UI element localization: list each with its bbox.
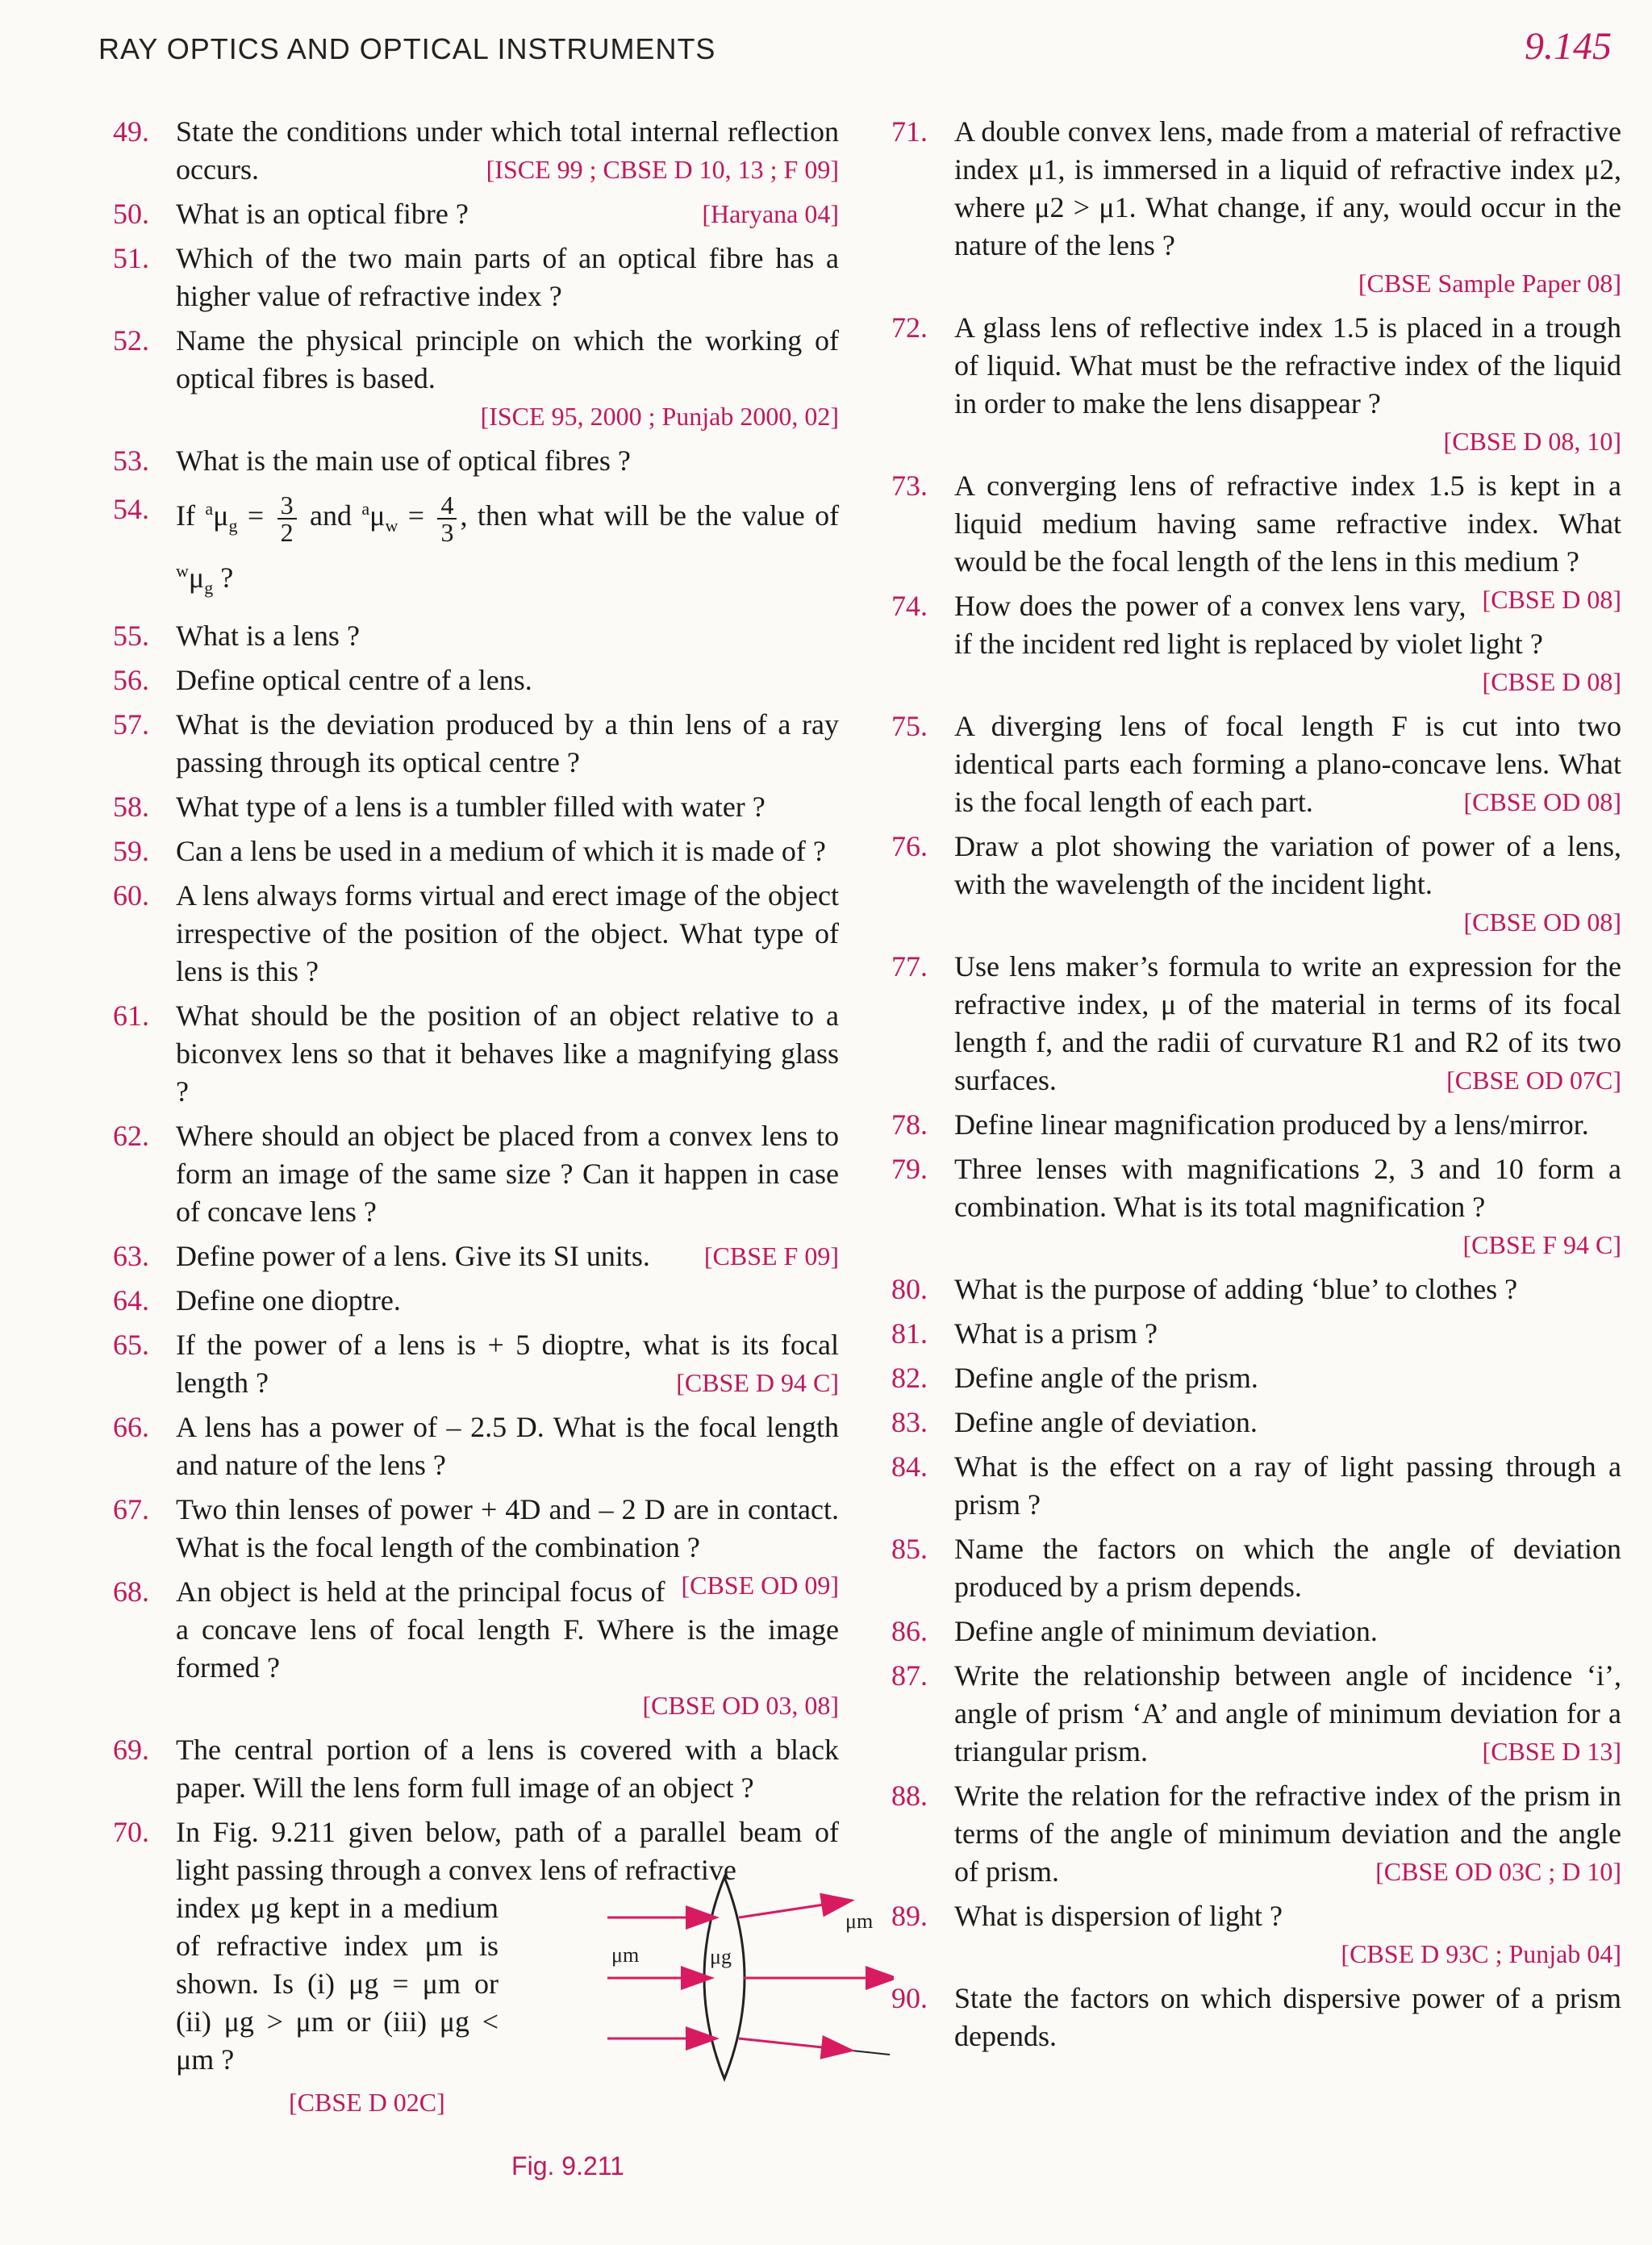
question-66: [113, 1408, 839, 1484]
question-55: [113, 617, 839, 655]
question-source: [Haryana 04]: [702, 199, 839, 228]
question-number: 71.: [891, 115, 928, 148]
question-number: 80.: [891, 1273, 928, 1305]
question-number: 79.: [891, 1153, 928, 1185]
question-number: 69.: [113, 1734, 149, 1767]
question-text: Write the relation for the refractive index of the prism in terms of the angle of minimum deviation and the angle of prism.: [954, 1780, 1621, 1888]
question-number: 66.: [113, 1411, 149, 1444]
refracted-ray-bottom-arrow: [739, 2038, 845, 2050]
question-source: [CBSE OD 07C]: [1446, 1066, 1621, 1095]
fraction-numerator: 4: [437, 492, 457, 520]
question-82: [891, 1359, 1621, 1397]
question-text: The central portion of a lens is covered with a black paper. Will the lens form full image of an object ?: [176, 1734, 839, 1805]
question-number: 72.: [891, 311, 928, 344]
question-51: [113, 240, 839, 315]
question-text: Write the relationship between angle of incidence ‘i’, angle of prism ‘A’ and angle of minimum deviation for a triangular prism.: [954, 1659, 1621, 1767]
medium-label-right: μm: [845, 1909, 874, 1934]
question-number: 83.: [891, 1406, 928, 1438]
question-81: [891, 1315, 1621, 1353]
formula-subscript: w: [385, 515, 398, 536]
formula-symbol: μ: [188, 561, 205, 595]
lens-diagram: [603, 1873, 894, 2091]
question-69: [113, 1731, 839, 1807]
question-72: [891, 309, 1621, 461]
question-number: 90.: [891, 1982, 928, 2014]
question-text: , then what will be the value of: [460, 499, 840, 532]
question-text: What is the effect on a ray of light passing through a prism ?: [954, 1450, 1621, 1521]
formula-subscript: g: [228, 515, 238, 536]
question-86: [891, 1613, 1621, 1650]
question-90: [891, 1980, 1621, 2055]
question-source: [CBSE OD 03C ; D 10]: [1375, 1857, 1621, 1886]
question-source: [CBSE OD 09]: [681, 1571, 839, 1600]
question-source: [CBSE D 08, 10]: [1443, 427, 1621, 456]
formula-equals: =: [247, 499, 265, 532]
question-source: [CBSE F 09]: [703, 1241, 839, 1271]
question-text: Name the physical principle on which the working of optical fibres is based.: [176, 324, 839, 394]
question-number: 70.: [113, 1816, 149, 1849]
question-text: and: [310, 499, 352, 532]
question-number: 77.: [891, 950, 928, 983]
question-text: State the conditions under which total internal reflection occurs.: [176, 115, 839, 186]
question-source: [CBSE OD 08]: [1463, 908, 1621, 937]
question-source: [CBSE D 08]: [1482, 667, 1621, 696]
question-text: If: [176, 499, 195, 532]
question-number: 74.: [891, 590, 928, 622]
question-text: Define power of a lens. Give its SI units.: [176, 1240, 650, 1273]
formula-superscript: w: [176, 561, 189, 582]
question-source: [ISCE 99 ; CBSE D 10, 13 ; F 09]: [486, 155, 839, 184]
question-76: [891, 828, 1621, 941]
question-number: 61.: [113, 999, 149, 1033]
question-text: A diverging lens of focal length F is cut into two identical parts each forming a plano-concave lens. What is the focal length of each part.: [954, 710, 1621, 818]
fraction-denominator: 3: [440, 517, 454, 547]
question-source: [CBSE D 94 C]: [676, 1368, 839, 1398]
question-78: [891, 1106, 1621, 1144]
question-number: 65.: [113, 1329, 149, 1362]
question-number: 73.: [891, 469, 928, 502]
question-number: 63.: [113, 1240, 149, 1273]
question-number: 62.: [113, 1120, 149, 1153]
question-source: [CBSE Sample Paper 08]: [1358, 269, 1621, 298]
question-text: Name the factors on which the angle of deviation produced by a prism depends.: [954, 1533, 1621, 1603]
refracted-ray-top: [739, 1901, 845, 1917]
question-text: Define linear magnification produced by a lens/mirror.: [954, 1108, 1589, 1141]
right-column: [891, 113, 1621, 2062]
question-text: Define angle of minimum deviation.: [954, 1615, 1378, 1647]
question-80: [891, 1271, 1621, 1308]
fraction-3-2: [277, 492, 297, 545]
question-text-continued: index μg kept in a medium of refractive index μm is shown. Is (i) μg = μm or (ii) μg > μm or (iii) μg < μm ?: [176, 1892, 499, 2076]
question-source: [CBSE F 94 C]: [1462, 1230, 1621, 1259]
figure-block: [176, 1889, 874, 2131]
question-number: 78.: [891, 1108, 928, 1141]
question-number: 50.: [113, 198, 149, 230]
question-63: [113, 1237, 839, 1275]
question-number: 56.: [113, 664, 149, 697]
question-text: Use lens maker’s formula to write an expression for the refractive index, μ of the material in terms of its focal length f, and the radii of curvature R1 and R2 of its two surfaces.: [954, 950, 1621, 1096]
question-text: Define angle of deviation.: [954, 1406, 1258, 1438]
question-74: [891, 587, 1621, 701]
question-text: Can a lens be used in a medium of which it is made of ?: [176, 835, 826, 868]
question-text: A lens has a power of – 2.5 D. What is the focal length and nature of the lens ?: [176, 1411, 839, 1482]
question-text: Three lenses with magnifications 2, 3 and 10 form a combination. What is its total magnification ?: [954, 1153, 1621, 1223]
question-source: [CBSE D 02C]: [289, 2088, 445, 2118]
question-number: 57.: [113, 708, 149, 741]
question-number: 89.: [891, 1900, 928, 1932]
chapter-title: RAY OPTICS AND OPTICAL INSTRUMENTS: [98, 32, 716, 65]
question-58: [113, 788, 839, 826]
question-89: [891, 1897, 1621, 1973]
formula-equals: =: [407, 499, 425, 532]
question-77: [891, 948, 1621, 1100]
question-number: 82.: [891, 1362, 928, 1394]
question-text: A converging lens of refractive index 1.5 is kept in a liquid medium having same refractive index. What would be the focal length of the lens in this medium ?: [954, 469, 1621, 578]
formula-subscript: g: [204, 578, 214, 599]
medium-label-left: μm: [611, 1943, 640, 1968]
question-number: 54.: [113, 493, 149, 525]
question-59: [113, 832, 839, 870]
question-text: Draw a plot showing the variation of power of a lens, with the wavelength of the incident light.: [954, 830, 1621, 900]
formula-symbol: μ: [213, 499, 229, 532]
question-88: [891, 1777, 1621, 1891]
question-number: 67.: [113, 1493, 149, 1526]
fraction-denominator: 2: [280, 517, 294, 547]
question-54: [113, 486, 839, 611]
question-number: 52.: [113, 324, 149, 357]
question-number: 84.: [891, 1450, 928, 1483]
question-70: [113, 1813, 874, 2185]
question-75: [891, 707, 1621, 821]
question-source: [ISCE 95, 2000 ; Punjab 2000, 02]: [480, 402, 839, 431]
question-text: Define angle of the prism.: [954, 1362, 1258, 1394]
question-text: What is the purpose of adding ‘blue’ to clothes ?: [954, 1273, 1518, 1305]
question-number: 64.: [113, 1284, 149, 1317]
question-49: [113, 113, 839, 189]
question-text: ?: [220, 561, 234, 595]
question-text: In Fig. 9.211 given below, path of a parallel beam of light passing through a convex lens of refractive: [176, 1816, 839, 1887]
fraction-4-3: [437, 492, 457, 545]
lens-index-label: μg: [710, 1945, 732, 1969]
question-number: 81.: [891, 1317, 928, 1350]
question-64: [113, 1282, 839, 1320]
question-source: [CBSE D 13]: [1482, 1737, 1621, 1766]
question-number: 85.: [891, 1533, 928, 1565]
question-number: 75.: [891, 710, 928, 742]
question-number: 88.: [891, 1780, 928, 1812]
question-60: [113, 877, 839, 991]
question-50: [113, 195, 839, 233]
question-text: Define one dioptre.: [176, 1284, 401, 1317]
fraction-numerator: 3: [277, 492, 297, 520]
question-number: 60.: [113, 879, 149, 912]
question-53: [113, 442, 839, 480]
page-number: 9.145: [1525, 25, 1612, 68]
question-text: State the factors on which dispersive power of a prism depends.: [954, 1982, 1621, 2052]
question-57: [113, 706, 839, 782]
question-text: Two thin lenses of power + 4D and – 2 D are in contact. What is the focal length of the combination ?: [176, 1493, 839, 1564]
question-62: [113, 1117, 839, 1231]
question-number: 49.: [113, 115, 149, 148]
question-text: If the power of a lens is + 5 dioptre, what is its focal length ?: [176, 1329, 839, 1400]
question-text: Where should an object be placed from a convex lens to form an image of the same size ? Can it happen in case of concave lens ?: [176, 1120, 839, 1229]
convex-lens: [704, 1877, 745, 2079]
question-number: 86.: [891, 1615, 928, 1647]
question-source: [CBSE D 08]: [1482, 585, 1621, 614]
question-text: What is the main use of optical fibres ?: [176, 444, 631, 477]
question-61: [113, 997, 839, 1111]
question-56: [113, 661, 839, 699]
question-text: What is a prism ?: [954, 1317, 1158, 1350]
question-83: [891, 1404, 1621, 1442]
question-68: [113, 1573, 839, 1725]
question-71: [891, 113, 1621, 303]
question-65: [113, 1326, 839, 1402]
formula-superscript: a: [361, 499, 370, 519]
question-number: 76.: [891, 830, 928, 862]
question-number: 53.: [113, 444, 149, 477]
question-text: What is the deviation produced by a thin lens of a ray passing through its optical centre ?: [176, 708, 839, 779]
question-text: Define optical centre of a lens.: [176, 664, 532, 697]
question-85: [891, 1530, 1621, 1606]
question-text: What is dispersion of light ?: [954, 1900, 1283, 1932]
formula-superscript: a: [205, 499, 214, 519]
formula-symbol: μ: [369, 499, 386, 532]
question-text: An object is held at the principal focus of a concave lens of focal length F. Where is the image formed ?: [176, 1575, 839, 1684]
question-text: What type of a lens is a tumbler filled with water ?: [176, 791, 766, 824]
question-84: [891, 1448, 1621, 1524]
question-number: 87.: [891, 1659, 928, 1692]
question-79: [891, 1150, 1621, 1264]
question-text: How does the power of a convex lens vary, if the incident red light is replaced by violet light ?: [954, 590, 1543, 660]
question-87: [891, 1657, 1621, 1771]
question-text: Which of the two main parts of an optical fibre has a higher value of refractive index ?: [176, 242, 839, 312]
question-text: A double convex lens, made from a material of refractive index μ1, is immersed in a liquid of refractive index μ2, where μ2 > μ1. What change, if any, would occur in the nature of the lens ?: [954, 115, 1621, 261]
question-text: What should be the position of an object relative to a biconvex lens so that it behaves like a magnifying glass ?: [176, 999, 839, 1108]
left-column: [113, 113, 874, 2185]
question-text: What is an optical fibre ?: [176, 198, 469, 230]
question-number: 55.: [113, 620, 149, 653]
question-number: 58.: [113, 791, 149, 824]
question-52: [113, 322, 839, 436]
question-text: A glass lens of reflective index 1.5 is placed in a trough of liquid. What must be the refractive index of the liquid in order to make the lens disappear ?: [954, 311, 1621, 419]
question-text: A lens always forms virtual and erect image of the object irrespective of the position of the object. What type of lens is this ?: [176, 879, 839, 988]
question-number: 51.: [113, 242, 149, 274]
question-source: [CBSE OD 08]: [1463, 787, 1621, 816]
question-text: What is a lens ?: [176, 620, 360, 653]
question-source: [CBSE D 93C ; Punjab 04]: [1341, 1939, 1621, 1968]
figure-caption: Fig. 9.211: [511, 2151, 624, 2181]
question-number: 68.: [113, 1575, 149, 1609]
question-number: 59.: [113, 835, 149, 868]
question-source: [CBSE OD 03, 08]: [642, 1691, 839, 1721]
